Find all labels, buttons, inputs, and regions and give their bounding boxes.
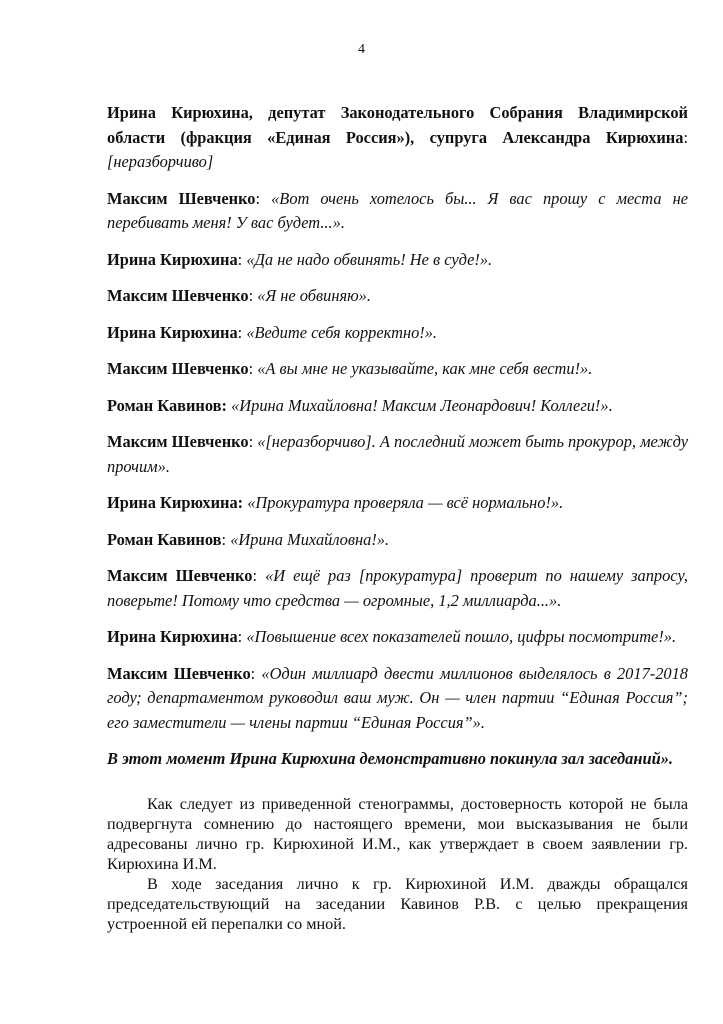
- speaker-name: Максим Шевченко: [107, 566, 253, 585]
- speech-text: «Повышение всех показателей пошло, цифры посмотрите!».: [246, 627, 677, 646]
- speaker-separator: :: [255, 188, 272, 208]
- speaker-separator: :: [248, 432, 258, 451]
- transcript-line: [107, 430, 688, 479]
- speaker-name: Максим Шевченко: [107, 286, 249, 305]
- transcript-line: [107, 394, 688, 419]
- speaker-name: Максим Шевченко: [107, 432, 249, 451]
- transcript-line: [107, 321, 688, 346]
- narrative-paragraph: В ходе заседания лично к гр. Кирюхиной И.М. дважды обращался председательствующий на заседании Кавинов Р.В. с целью прекращения устроенной ей перепалки со мной.: [107, 874, 688, 933]
- speech-text: [неразборчиво]: [107, 152, 214, 171]
- speech-text: «Ирина Михайловна! Максим Леонардович! Коллеги!».: [231, 395, 613, 415]
- speaker-separator: :: [237, 249, 247, 269]
- narrative-paragraph: Как следует из приведенной стенограммы, достоверность которой не была подвергнута сомнению до настоящего времени, мои высказывания не были адресованы лично гр. Кирюхиной И.М., как утверждает в своем заявлении гр. Кирюхина И.М.: [107, 794, 688, 873]
- transcript-line: [107, 662, 688, 736]
- transcript: [107, 101, 688, 735]
- speaker-separator: :: [237, 627, 247, 646]
- transcript-line: [107, 491, 688, 516]
- speaker-separator: :: [252, 566, 266, 585]
- transcript-line: [107, 248, 688, 273]
- speaker-name: Максим Шевченко: [107, 188, 256, 208]
- speech-text: «Ведите себя корректно!».: [246, 322, 438, 342]
- speech-text: «[неразборчиво]. А последний может быть прокурор, между прочим».: [107, 432, 689, 476]
- speech-text: «Вот очень хотелось бы... Я вас прошу с места не перебивать меня! У вас будет...».: [107, 188, 688, 232]
- transcript-line: [107, 187, 688, 236]
- speech-text: «Один миллиард двести миллионов выделялось в 2017-2018 году; департаментом руководил ваш муж. Он — член партии “Единая Россия”; его заместители — члены партии “Единая Россия”».: [107, 663, 688, 732]
- speaker-separator: :: [237, 322, 247, 342]
- speaker-name: Роман Кавинов: [107, 529, 222, 549]
- speech-text: «Ирина Михайловна!».: [230, 529, 390, 549]
- speaker-separator: :: [250, 663, 262, 683]
- speaker-name: Ирина Кирюхина:: [107, 493, 244, 512]
- closing-note: В этот момент Ирина Кирюхина демонстративно покинула зал заседаний».: [107, 749, 673, 768]
- speaker-separator: :: [248, 286, 258, 305]
- speech-text: «Прокуратура проверяла — всё нормально!».: [247, 493, 564, 512]
- speaker-separator: :: [683, 127, 688, 147]
- speaker-name: Ирина Кирюхина: [107, 627, 238, 646]
- transcript-line: [107, 564, 688, 613]
- speaker-separator: :: [221, 529, 231, 549]
- speech-text: «Да не надо обвинять! Не в суде!».: [246, 249, 493, 269]
- speaker-name: Максим Шевченко: [107, 663, 251, 683]
- speaker-name: Роман Кавинов:: [107, 395, 227, 415]
- transcript-line: [107, 284, 688, 309]
- transcript-line: [107, 101, 688, 175]
- speech-text: «Я не обвиняю».: [257, 286, 371, 305]
- speaker-name: Ирина Кирюхина: [107, 322, 238, 342]
- speech-text: «И ещё раз [прокуратура] проверит по нашему запросу, поверьте! Потому что средства — огромные, 1,2 миллиарда...».: [107, 566, 688, 610]
- page-number: 4: [358, 42, 365, 57]
- transcript-line: [107, 625, 688, 650]
- speaker-separator: :: [248, 359, 258, 378]
- transcript-line: [107, 357, 688, 382]
- transcript-line: [107, 528, 688, 553]
- speech-text: «А вы мне не указывайте, как мне себя вести!».: [257, 359, 593, 378]
- speaker-name: Максим Шевченко: [107, 359, 249, 378]
- narrative: [107, 794, 688, 934]
- page-content: [107, 101, 688, 934]
- speaker-name: Ирина Кирюхина, депутат Законодательного Собрания Владимирской области (фракция «Единая Россия»), супруга Александра Кирюхина: [107, 103, 688, 147]
- speaker-name: Ирина Кирюхина: [107, 249, 238, 269]
